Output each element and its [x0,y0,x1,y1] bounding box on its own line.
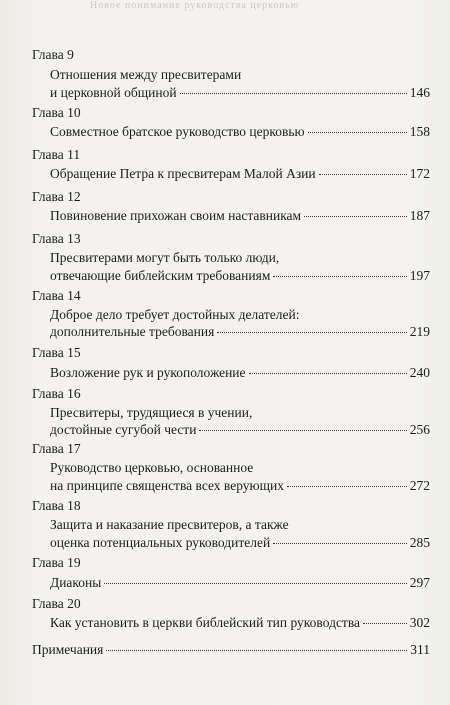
chapter-heading-18: Глава 18 [32,498,81,513]
dot-leader [106,650,407,651]
entry-title-line: Пресвитерами могут быть только люди, [50,250,280,265]
page-number: 187 [409,208,430,223]
dot-leader [273,543,407,544]
toc-entry-notes[interactable] [32,641,430,659]
chapter-heading-10: Глава 10 [32,105,81,120]
entry-title: Обращение Петра к пресвитерам Малой Азии [50,166,316,181]
toc-entry-13[interactable] [50,267,430,285]
toc-entry-20[interactable] [50,614,430,632]
page-number: 302 [409,615,430,630]
chapter-heading-17: Глава 17 [32,441,81,456]
chapter-heading-14: Глава 14 [32,288,81,303]
dot-leader [363,623,407,624]
chapter-heading-9: Глава 9 [32,47,74,62]
dot-leader [199,430,406,431]
chapter-heading-13: Глава 13 [32,231,81,246]
entry-title: Совместное братское руководство церковью [50,124,305,139]
entry-title: Как установить в церкви библейский тип руководства [50,615,361,630]
toc-entry-10[interactable] [50,123,430,141]
page-number: 219 [409,324,430,339]
page-number: 297 [409,575,430,590]
dot-leader [308,132,407,133]
page-number: 158 [409,124,430,139]
dot-leader [273,276,406,277]
chapter-heading-11: Глава 11 [32,147,81,162]
toc-entry-9[interactable] [50,84,430,102]
dot-leader [249,373,407,374]
entry-title-line: Защита и наказание пресвитеров, а также [50,517,289,532]
entry-title: Примечания [32,642,104,657]
entry-title: Диаконы [50,575,102,590]
bleed-through-header: Новое понимание руководства церковью [90,0,300,11]
page-number: 172 [409,166,430,181]
entry-title: Повиновение прихожан своим наставникам [50,208,302,223]
chapter-heading-20: Глава 20 [32,596,81,611]
entry-title: достойные сугубой чести [50,422,197,437]
entry-title: дополнительные требования [50,324,215,339]
toc-entry-12[interactable] [50,207,430,225]
dot-leader [319,174,407,175]
entry-title: и церковной общиной [50,85,177,100]
page-number: 311 [410,642,430,657]
page-number: 256 [409,422,430,437]
dot-leader [287,486,407,487]
toc-entry-18[interactable] [50,534,430,552]
page-number: 240 [409,365,430,380]
page-number: 272 [409,478,430,493]
entry-title-line: Доброе дело требует достойных делателей: [50,307,300,322]
toc-entry-14[interactable] [50,323,430,341]
dot-leader [180,93,407,94]
chapter-heading-19: Глава 19 [32,555,81,570]
entry-title: Возложение рук и рукоположение [50,365,246,380]
entry-title-line: Отношения между пресвитерами [50,67,242,82]
entry-title: отвечающие библейским требованиям [50,268,271,283]
toc-entry-19[interactable] [50,574,430,592]
dot-leader [104,583,406,584]
page-number: 285 [409,535,430,550]
dot-leader [304,216,407,217]
chapter-heading-16: Глава 16 [32,386,81,401]
entry-title-line: Пресвитеры, трудящиеся в учении, [50,405,253,420]
entry-title: оценка потенциальных руководителей [50,535,271,550]
page-number: 146 [409,85,430,100]
toc-entry-15[interactable] [50,364,430,382]
chapter-heading-12: Глава 12 [32,189,81,204]
entry-title-line: Руководство церковью, основанное [50,460,254,475]
toc-entry-16[interactable] [50,421,430,439]
dot-leader [217,332,406,333]
chapter-heading-15: Глава 15 [32,345,81,360]
toc-entry-17[interactable] [50,477,430,495]
entry-title: на принципе священства всех верующих [50,478,284,493]
page-number: 197 [409,268,430,283]
toc-entry-11[interactable] [50,165,430,183]
